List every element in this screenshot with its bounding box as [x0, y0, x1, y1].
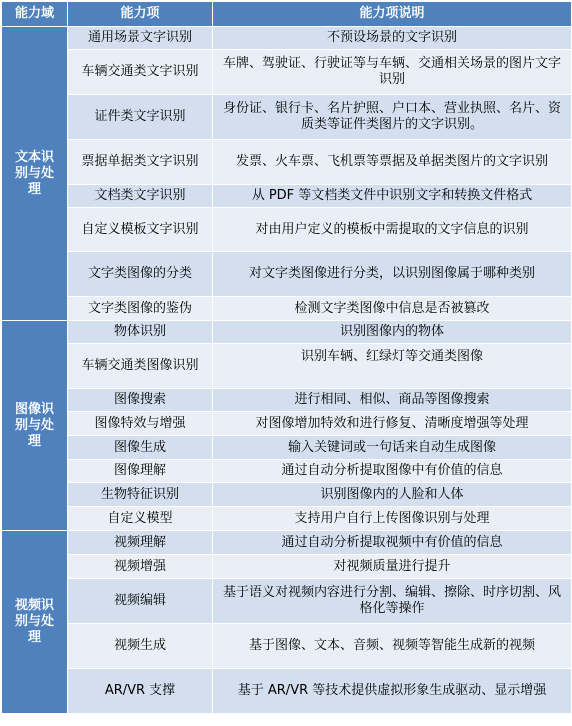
- domain-cell-text: [2, 27, 68, 321]
- table-row: [2, 50, 572, 95]
- table-row: [2, 412, 572, 436]
- table-row: [2, 579, 572, 624]
- desc-cell: 发票、火车票、飞机票等票据及单据类图片的文字识别: [213, 140, 572, 185]
- item-cell: 自定义模型: [68, 507, 213, 531]
- item-cell: 视频生成: [68, 624, 213, 669]
- desc-cell: 检测文字类图像中信息是否被篡改: [213, 297, 572, 321]
- item-cell: 车辆交通类文字识别: [68, 50, 213, 95]
- desc-cell: 从 PDF 等文档类文件中识别文字和转换文件格式: [213, 185, 572, 208]
- header-item: 能力项: [68, 2, 213, 27]
- item-cell: 文字类图像的鉴伪: [68, 297, 213, 321]
- desc-cell: 车牌、驾驶证、行驶证等与车辆、交通相关场景的图片文字识别: [213, 50, 572, 95]
- item-cell: AR/VR 支撑: [68, 669, 213, 714]
- table-row: [2, 436, 572, 460]
- desc-cell: 基于 AR/VR 等技术提供虚拟形象生成驱动、显示增强: [213, 669, 572, 714]
- item-cell: 证件类文字识别: [68, 95, 213, 140]
- header-description: 能力项说明: [213, 2, 572, 27]
- desc-cell: 识别图像内的物体: [213, 321, 572, 344]
- desc-cell: 识别图像内的人脸和人体: [213, 483, 572, 507]
- item-cell: 物体识别: [68, 321, 213, 344]
- item-cell: 视频增强: [68, 555, 213, 579]
- item-cell: 图像理解: [68, 460, 213, 483]
- header-domain: 能力域: [2, 2, 68, 27]
- table-row: [2, 483, 572, 507]
- desc-cell: 识别车辆、红绿灯等交通类图像: [213, 344, 572, 389]
- table-row: [2, 624, 572, 669]
- desc-cell: 通过自动分析提取图像中有价值的信息: [213, 460, 572, 483]
- table-row: [2, 27, 572, 50]
- item-cell: 文档类文字识别: [68, 185, 213, 208]
- domain-label: 图像识别与处理: [14, 401, 54, 449]
- table-row: [2, 507, 572, 531]
- table-header-row: [2, 2, 572, 27]
- item-cell: 图像特效与增强: [68, 412, 213, 436]
- table-row: [2, 297, 572, 321]
- table-row: [2, 321, 572, 344]
- desc-cell: 对图像增加特效和进行修复、清晰度增强等处理: [213, 412, 572, 436]
- table-row: [2, 185, 572, 208]
- item-cell: 图像生成: [68, 436, 213, 460]
- domain-cell-image: [2, 321, 68, 531]
- desc-cell: 不预设场景的文字识别: [213, 27, 572, 50]
- table-row: [2, 460, 572, 483]
- desc-cell: 输入关键词或一句话来自动生成图像: [213, 436, 572, 460]
- domain-label: 视频识别与处理: [14, 598, 54, 645]
- desc-cell: 对由用户定义的模板中需提取的文字信息的识别: [213, 208, 572, 252]
- table-row: [2, 555, 572, 579]
- desc-cell: 对视频质量进行提升: [213, 555, 572, 579]
- table-row: [2, 389, 572, 412]
- item-cell: 文字类图像的分类: [68, 252, 213, 297]
- item-cell: 视频理解: [68, 531, 213, 555]
- capability-table: [1, 1, 572, 714]
- table-row: [2, 140, 572, 185]
- domain-cell-video: [2, 531, 68, 714]
- table-row: [2, 531, 572, 555]
- item-cell: 图像搜索: [68, 389, 213, 412]
- item-cell: 票据单据类文字识别: [68, 140, 213, 185]
- desc-cell: 基于语义对视频内容进行分割、编辑、擦除、时序切割、风格化等操作: [213, 579, 572, 624]
- desc-cell: 支持用户自行上传图像识别与处理: [213, 507, 572, 531]
- item-cell: 自定义模板文字识别: [68, 208, 213, 252]
- item-cell: 视频编辑: [68, 579, 213, 624]
- table-row: [2, 95, 572, 140]
- desc-cell: 基于图像、文本、音频、视频等智能生成新的视频: [213, 624, 572, 669]
- domain-label: 文本识别与处理: [14, 149, 54, 197]
- desc-cell: 通过自动分析提取视频中有价值的信息: [213, 531, 572, 555]
- desc-cell: 进行相同、相似、商品等图像搜索: [213, 389, 572, 412]
- table-row: [2, 208, 572, 252]
- table-row: [2, 344, 572, 389]
- table-row: [2, 252, 572, 297]
- desc-cell: 对文字类图像进行分类，以识别图像属于哪种类别: [213, 252, 572, 297]
- item-cell: 生物特征识别: [68, 483, 213, 507]
- item-cell: 通用场景文字识别: [68, 27, 213, 50]
- table-row: [2, 669, 572, 714]
- item-cell: 车辆交通类图像识别: [68, 344, 213, 389]
- desc-cell: 身份证、银行卡、名片护照、户口本、营业执照、名片、资质类等证件类图片的文字识别。: [213, 95, 572, 140]
